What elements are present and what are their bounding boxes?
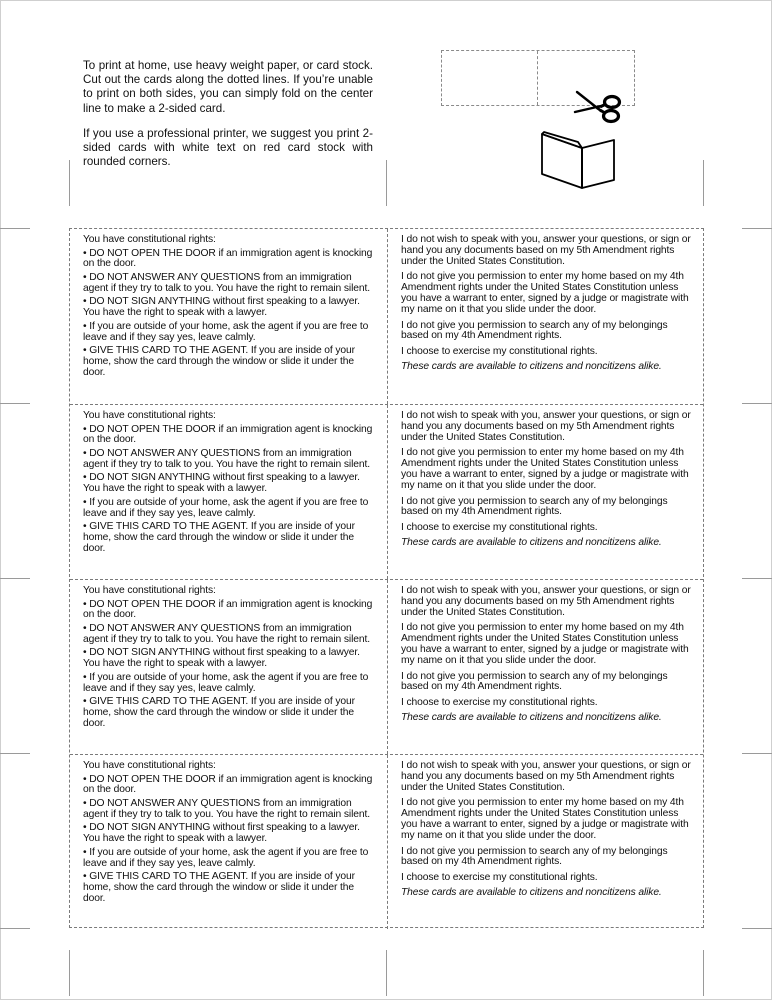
card-back [387,580,705,754]
crop-mark [0,228,30,229]
crop-mark [0,928,30,929]
crop-mark [69,160,70,206]
card-paragraph: I do not give you permission to search any of my belongings based on my 4th Amendment rights. [401,319,668,342]
home-print-instructions: To print at home, use heavy weight paper, or card stock. Cut out the cards along the dotted lines. If you’re unable to print on both sides, you can simply fold on the center line to make a 2-sided card. [83,59,373,115]
card-item: • DO NOT OPEN THE DOOR if an immigration agent is knocking on the door. [83,247,373,270]
professional-print-instructions: If you use a professional printer, we suggest you print 2-sided cards with white text on red card stock with rounded corners. [83,126,373,169]
rights-card [70,404,703,579]
card-paragraph: I do not give you permission to enter my home based on my 4th Amendment rights under the United States Constitution unless you have a warrant to enter, signed by a judge or magistrate with my name on it that you slide under the door. [401,271,689,316]
crop-mark [703,950,704,996]
scissors-icon [571,86,623,126]
crop-mark [703,160,704,206]
card-paragraph: I do not give you permission to search any of my belongings based on my 4th Amendment rights. [401,670,668,693]
card-back [387,405,705,579]
card-item: • DO NOT ANSWER ANY QUESTIONS from an immigration agent if they try to talk to you. You have the right to remain silent. [83,271,370,294]
card-front [70,755,387,929]
card-back [387,229,705,404]
card-item: • DO NOT SIGN ANYTHING without first speaking to a lawyer. You have the right to speak with a lawyer. [83,296,360,319]
card-front [70,405,387,579]
crop-mark [742,403,772,404]
card-paragraph: I choose to exercise my constitutional rights. [401,696,598,708]
card-footnote: These cards are available to citizens and noncitizens alike. [401,361,662,373]
card-paragraph: I choose to exercise my constitutional rights. [401,345,598,357]
card-paragraph: I do not give you permission to enter my home based on my 4th Amendment rights under the United States Constitution unless you have a warrant to enter, signed by a judge or magistrate with my name on it that you slide under the door. [401,622,689,667]
card-item: • DO NOT OPEN THE DOOR if an immigration agent is knocking on the door. [83,423,373,446]
card-sheet [69,228,704,928]
crop-mark [386,160,387,206]
card-footnote: These cards are available to citizens and noncitizens alike. [401,887,662,899]
folded-card-icon [538,128,618,192]
card-item: • DO NOT ANSWER ANY QUESTIONS from an immigration agent if they try to talk to you. You have the right to remain silent. [83,797,370,820]
crop-mark [69,950,70,996]
card-back [387,755,705,929]
card-item: • DO NOT ANSWER ANY QUESTIONS from an immigration agent if they try to talk to you. You have the right to remain silent. [83,622,370,645]
card-heading: You have constitutional rights: [83,410,216,421]
card-paragraph: I do not give you permission to enter my home based on my 4th Amendment rights under the United States Constitution unless you have a warrant to enter, signed by a judge or magistrate with my name on it that you slide under the door. [401,797,689,842]
card-paragraph: I do not wish to speak with you, answer your questions, or sign or hand you any documents based on my 5th Amendment rights under the United States Constitution. [401,585,691,618]
crop-mark [742,228,772,229]
crop-mark [0,578,30,579]
fold-line [537,51,538,105]
rights-card [70,229,703,404]
card-item: • GIVE THIS CARD TO THE AGENT. If you are inside of your home, show the card through the window or slide it under the door. [83,521,355,554]
card-footnote: These cards are available to citizens and noncitizens alike. [401,537,662,549]
card-heading: You have constitutional rights: [83,234,216,245]
card-paragraph: I do not wish to speak with you, answer your questions, or sign or hand you any documents based on my 5th Amendment rights under the United States Constitution. [401,234,691,267]
card-paragraph: I do not wish to speak with you, answer your questions, or sign or hand you any documents based on my 5th Amendment rights under the United States Constitution. [401,760,691,793]
card-item: • DO NOT ANSWER ANY QUESTIONS from an immigration agent if they try to talk to you. You have the right to remain silent. [83,447,370,470]
card-front [70,580,387,754]
card-item: • DO NOT SIGN ANYTHING without first speaking to a lawyer. You have the right to speak with a lawyer. [83,647,360,670]
card-footnote: These cards are available to citizens and noncitizens alike. [401,712,662,724]
card-item: • GIVE THIS CARD TO THE AGENT. If you are inside of your home, show the card through the window or slide it under the door. [83,345,355,378]
crop-mark [0,753,30,754]
card-item: • If you are outside of your home, ask the agent if you are free to leave and if they say yes, leave calmly. [83,671,369,694]
rights-card [70,754,703,929]
card-item: • DO NOT SIGN ANYTHING without first speaking to a lawyer. You have the right to speak with a lawyer. [83,822,360,845]
card-item: • DO NOT OPEN THE DOOR if an immigration agent is knocking on the door. [83,773,373,796]
card-heading: You have constitutional rights: [83,585,216,596]
card-paragraph: I do not give you permission to search any of my belongings based on my 4th Amendment rights. [401,845,668,868]
rights-card [70,579,703,754]
card-paragraph: I do not give you permission to enter my home based on my 4th Amendment rights under the United States Constitution unless you have a warrant to enter, signed by a judge or magistrate with my name on it that you slide under the door. [401,447,689,492]
crop-mark [0,403,30,404]
card-item: • GIVE THIS CARD TO THE AGENT. If you are inside of your home, show the card through the window or slide it under the door. [83,696,355,729]
print-instructions [83,59,373,180]
card-paragraph: I choose to exercise my constitutional rights. [401,521,598,533]
card-paragraph: I do not wish to speak with you, answer your questions, or sign or hand you any documents based on my 5th Amendment rights under the United States Constitution. [401,410,691,443]
crop-mark [742,578,772,579]
crop-mark [742,928,772,929]
card-item: • If you are outside of your home, ask the agent if you are free to leave and if they say yes, leave calmly. [83,320,369,343]
card-item: • GIVE THIS CARD TO THE AGENT. If you are inside of your home, show the card through the window or slide it under the door. [83,871,355,904]
card-front [70,229,387,404]
card-item: • If you are outside of your home, ask the agent if you are free to leave and if they say yes, leave calmly. [83,496,369,519]
crop-mark [386,950,387,996]
card-paragraph: I do not give you permission to search any of my belongings based on my 4th Amendment rights. [401,495,668,518]
card-paragraph: I choose to exercise my constitutional rights. [401,871,598,883]
card-heading: You have constitutional rights: [83,760,216,771]
card-item: • DO NOT SIGN ANYTHING without first speaking to a lawyer. You have the right to speak with a lawyer. [83,472,360,495]
card-item: • DO NOT OPEN THE DOOR if an immigration agent is knocking on the door. [83,598,373,621]
card-item: • If you are outside of your home, ask the agent if you are free to leave and if they say yes, leave calmly. [83,846,369,869]
crop-mark [742,753,772,754]
